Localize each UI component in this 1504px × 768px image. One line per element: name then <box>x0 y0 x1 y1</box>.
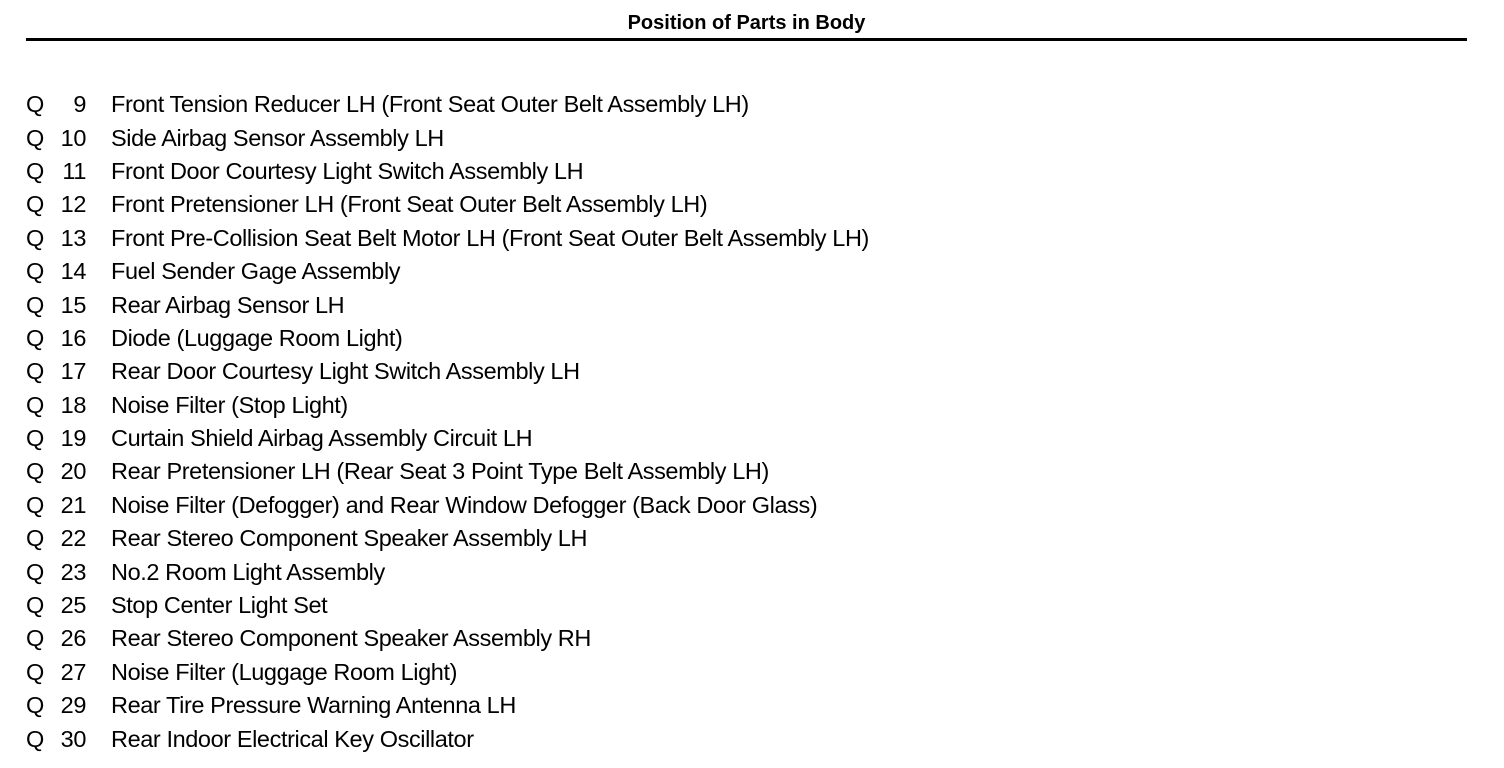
part-name: Front Door Courtesy Light Switch Assembly LH <box>111 157 584 184</box>
part-name: Rear Stereo Component Speaker Assembly LH <box>111 525 588 552</box>
part-code: Q <box>26 458 44 485</box>
part-number: 23 <box>60 558 86 585</box>
part-number: 18 <box>60 391 86 418</box>
part-number: 29 <box>60 692 86 719</box>
part-name: Rear Door Courtesy Light Switch Assembly LH <box>111 358 580 385</box>
part-row <box>26 88 869 121</box>
part-number: 21 <box>60 491 86 518</box>
part-number: 16 <box>60 324 86 351</box>
part-name: Rear Airbag Sensor LH <box>111 291 345 318</box>
part-row <box>26 121 869 154</box>
part-code: Q <box>26 191 44 218</box>
part-name: Front Pre-Collision Seat Belt Motor LH (Front Seat Outer Belt Assembly LH) <box>111 224 869 251</box>
part-name: Fuel Sender Gage Assembly <box>111 258 401 285</box>
page-title: Position of Parts in Body <box>627 12 866 34</box>
part-number: 15 <box>60 291 86 318</box>
part-code: Q <box>26 358 44 385</box>
part-code: Q <box>26 592 44 619</box>
part-code: Q <box>26 91 44 118</box>
part-row <box>26 255 869 288</box>
part-name: Diode (Luggage Room Light) <box>111 324 403 351</box>
part-name: Side Airbag Sensor Assembly LH <box>111 124 444 151</box>
part-code: Q <box>26 224 44 251</box>
part-code: Q <box>26 291 44 318</box>
part-row <box>26 489 869 522</box>
parts-list <box>26 88 869 756</box>
part-code: Q <box>26 558 44 585</box>
part-name: Rear Stereo Component Speaker Assembly RH <box>111 625 591 652</box>
part-code: Q <box>26 692 44 719</box>
part-row <box>26 155 869 188</box>
part-row <box>26 522 869 555</box>
part-name: Noise Filter (Stop Light) <box>111 391 348 418</box>
part-code: Q <box>26 491 44 518</box>
part-code: Q <box>26 658 44 685</box>
part-code: Q <box>26 625 44 652</box>
part-code: Q <box>26 525 44 552</box>
part-row <box>26 288 869 321</box>
part-code: Q <box>26 425 44 452</box>
part-number: 26 <box>60 625 86 652</box>
part-number: 10 <box>60 124 86 151</box>
part-row <box>26 722 869 755</box>
part-name: Front Pretensioner LH (Front Seat Outer Belt Assembly LH) <box>111 191 708 218</box>
part-number: 27 <box>60 658 86 685</box>
part-name: Curtain Shield Airbag Assembly Circuit LH <box>111 425 533 452</box>
part-code: Q <box>26 324 44 351</box>
part-number: 30 <box>60 725 86 752</box>
part-name: No.2 Room Light Assembly <box>111 558 385 585</box>
part-name: Front Tension Reducer LH (Front Seat Outer Belt Assembly LH) <box>111 91 749 118</box>
part-row <box>26 322 869 355</box>
part-name: Rear Indoor Electrical Key Oscillator <box>111 725 474 752</box>
part-code: Q <box>26 124 44 151</box>
part-number: 9 <box>73 91 86 118</box>
part-number: 11 <box>62 157 86 184</box>
part-number: 12 <box>60 191 86 218</box>
part-code: Q <box>26 157 44 184</box>
part-name: Stop Center Light Set <box>111 592 328 619</box>
part-code: Q <box>26 725 44 752</box>
part-number: 22 <box>60 525 86 552</box>
part-row <box>26 622 869 655</box>
part-name: Noise Filter (Luggage Room Light) <box>111 658 458 685</box>
part-row <box>26 689 869 722</box>
page-header <box>26 0 1467 41</box>
part-name: Noise Filter (Defogger) and Rear Window Defogger (Back Door Glass) <box>111 491 818 518</box>
part-row <box>26 389 869 422</box>
part-row <box>26 656 869 689</box>
part-row <box>26 555 869 588</box>
part-row <box>26 355 869 388</box>
part-number: 25 <box>60 592 86 619</box>
part-name: Rear Pretensioner LH (Rear Seat 3 Point Type Belt Assembly LH) <box>111 458 769 485</box>
part-number: 20 <box>60 458 86 485</box>
part-row <box>26 422 869 455</box>
part-number: 19 <box>60 425 86 452</box>
part-code: Q <box>26 391 44 418</box>
part-row <box>26 188 869 221</box>
part-row <box>26 222 869 255</box>
part-row <box>26 589 869 622</box>
part-row <box>26 455 869 488</box>
part-name: Rear Tire Pressure Warning Antenna LH <box>111 692 516 719</box>
part-code: Q <box>26 258 44 285</box>
part-number: 14 <box>60 258 86 285</box>
part-number: 17 <box>60 358 86 385</box>
part-number: 13 <box>60 224 86 251</box>
